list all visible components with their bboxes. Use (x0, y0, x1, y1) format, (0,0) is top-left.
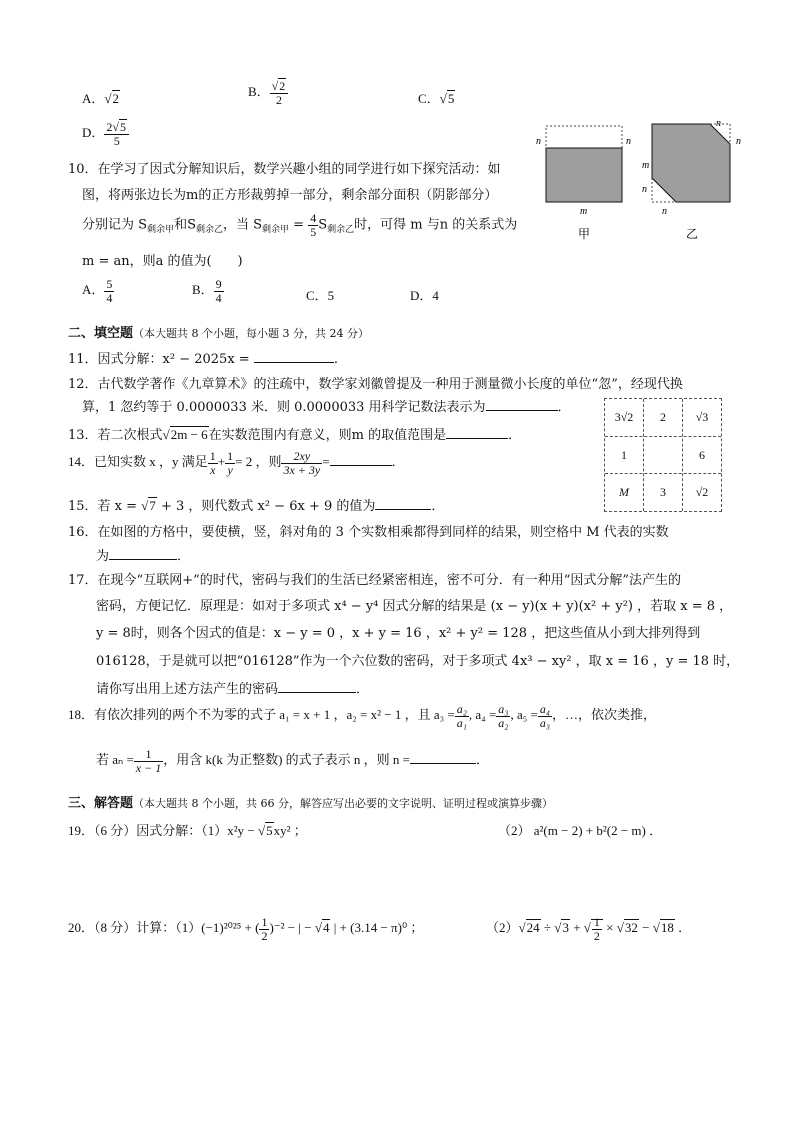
question-text: 18．有依次排列的两个不为零的式子 a₁ = x + 1 ，a₂ = x² − 1 ，且 a₃ = (68, 707, 455, 723)
numerator (270, 80, 289, 94)
question-text: 若 aₙ = (96, 752, 134, 768)
fraction (592, 916, 602, 942)
numerator: 2xy (281, 450, 322, 464)
sqrt: √5 (257, 823, 273, 838)
text: ． (356, 682, 370, 697)
question-text: 在实数范围内有意义，则m 的取值范围是 (208, 428, 447, 443)
answer-blank (254, 350, 334, 363)
fraction (455, 703, 469, 729)
label-n: n (642, 184, 647, 195)
operator: = (322, 454, 330, 470)
coefficient: 2 (106, 120, 113, 134)
question-text: 15．若 x = (68, 499, 142, 514)
sqrt: √2 (271, 79, 286, 93)
text: ． (177, 549, 191, 564)
section-note: （本大题共 8 个小题，共 66 分，解答应写出必要的文字说明、证明过程或演算步骤） (133, 797, 553, 810)
q11 (68, 348, 338, 367)
fraction (208, 450, 218, 476)
denominator: a₃ (539, 715, 551, 730)
answer-blank (330, 453, 392, 466)
option-label: C． (418, 91, 440, 106)
text: ． (508, 428, 522, 443)
square-cut-figure (532, 116, 748, 246)
operator: − (638, 920, 653, 936)
text: S (318, 217, 328, 233)
radicand: 4 (322, 920, 330, 936)
grid-cell-m: M (619, 485, 629, 499)
denominator: 4 (106, 290, 113, 305)
question-text: 20．（8 分）计算：（1）(−1)²⁰²⁵ + ( (68, 920, 260, 936)
q10-line2: 图，将两张边长为m的正方形裁剪掉一部分，剩余部分面积（阴影部分） (82, 188, 498, 203)
q10-option-b: B． $\frac{9}{4}$ (192, 277, 222, 305)
numerator: a₃ (498, 702, 509, 716)
q16-line2 (96, 545, 190, 564)
radicand: 2 (112, 91, 120, 106)
text: , a₅ = (510, 707, 538, 723)
denominator: y (227, 462, 233, 477)
label-n: n (662, 206, 667, 217)
option-label: A． (82, 91, 105, 106)
fraction (270, 80, 289, 106)
question-text: 为 (96, 549, 110, 564)
sqrt: √5 (439, 91, 455, 106)
q10-line1: 10．在学习了因式分解知识后，数学兴趣小组的同学进行如下探究活动：如 (68, 162, 501, 177)
q9-option-a (82, 88, 120, 107)
label-jia: 甲 (578, 227, 591, 241)
grid-cell: 3√2 (614, 410, 634, 424)
sqrt: √7 (141, 498, 156, 513)
sqrt: √ $\frac{1}{2}$ (584, 916, 603, 942)
sqrt: √32 (616, 920, 638, 936)
label-n: n (736, 136, 741, 147)
radicand: 2m − 6 (170, 427, 208, 442)
q20-part2 (486, 916, 691, 942)
answer-blank (446, 426, 508, 439)
denominator: x (210, 462, 216, 477)
q17-line5 (96, 678, 369, 697)
question-text: + 3 ，则代数式 x² − 6x + 9 的值为 (156, 499, 376, 514)
numerator: 1 (209, 449, 216, 463)
q13 (68, 424, 521, 443)
denominator: 3x + 3y (283, 462, 321, 477)
sqrt: √5 (112, 120, 126, 134)
text: ． (475, 752, 489, 768)
question-text: 请你写出用上述方法产生的密码 (96, 682, 279, 697)
numerator: 4 (310, 211, 317, 225)
text: ． (674, 920, 692, 936)
denominator: a₂ (498, 715, 509, 730)
denominator: 5 (113, 133, 120, 148)
grid-cell: √3 (695, 410, 709, 424)
question-text: ，…，依次类推， (552, 707, 657, 723)
grid-cell: 6 (699, 448, 705, 462)
denominator: x − 1 (135, 760, 162, 775)
operator: ÷ (540, 920, 555, 936)
sqrt: √2 (104, 91, 120, 106)
question-text: xy² ； (273, 823, 307, 838)
fraction (104, 278, 114, 304)
question-text: | + (3.14 − π)⁰ ； (330, 920, 424, 936)
option-label: D． (82, 125, 105, 141)
fraction (496, 703, 510, 729)
question-text: 13．若二次根式 (68, 428, 163, 443)
operator: × (602, 920, 617, 936)
numerator: 1 (593, 915, 600, 929)
q14 (68, 450, 405, 476)
q9-option-d (82, 121, 129, 147)
text: ． (391, 454, 405, 470)
radicand: 18 (660, 920, 674, 936)
subscript: 剩余乙 (327, 225, 355, 236)
fraction (134, 748, 163, 774)
text: ，当 S (222, 217, 263, 233)
numerator: a₂ (456, 702, 467, 716)
numerator: 1 (227, 449, 234, 463)
q19-part2: （2） a²(m − 2) + b²(2 − m) ． (498, 823, 663, 838)
q12-line2 (82, 396, 571, 415)
fraction (259, 916, 269, 942)
denominator: a₁ (456, 715, 467, 730)
denominator: 4 (215, 290, 222, 305)
label-n: n (536, 136, 541, 147)
q10-option-c: C．5 (306, 288, 335, 303)
question-text: )⁻² − | − (269, 920, 315, 936)
section-title: 三、解答题 (68, 796, 134, 811)
grid-cell: 1 (621, 448, 627, 462)
text: ． (431, 499, 445, 514)
q17-line2: 密码，方便记忆．原理是：如对于多项式 x⁴ − y⁴ 因式分解的结果是 (x − y)(x + y)(x² + y²) ，若取 x = 8 ， (96, 599, 733, 614)
answer-blank (486, 398, 558, 411)
question-text: 19．（6 分）因式分解：（1）x²y − (68, 823, 258, 838)
q10-line3: 分别记为 $S_{剩余甲}$和$S_{剩余乙}$，当 $S_{剩余甲}$ = $\frac{4}{5}$ $S_{剩余乙}$时，可得 m 与n 的关系式为 (82, 211, 518, 239)
numerator: a₄ (539, 702, 551, 716)
text: , a₄ = (468, 707, 497, 723)
answer-blank (375, 497, 431, 510)
subscript: 剩余甲 (147, 225, 175, 236)
fraction (225, 450, 235, 476)
q18-line1 (68, 703, 656, 729)
remaining-area-jia (546, 148, 622, 202)
numerator (104, 121, 129, 135)
subscript: 剩余甲 (262, 225, 290, 236)
label-n: n (626, 136, 631, 147)
radicand: 5 (266, 823, 273, 838)
radicand: 3 (562, 920, 569, 936)
label-m: m (580, 206, 588, 217)
magic-square-grid (604, 398, 722, 512)
label-n: n (716, 118, 721, 129)
sqrt: √4 (314, 920, 330, 936)
grid-cell: √2 (695, 485, 709, 499)
radicand: 32 (624, 920, 638, 936)
operator: + (569, 920, 584, 936)
section-3-header (68, 792, 553, 811)
sqrt: √2m − 6 (162, 427, 208, 442)
q17-line1: 17．在现今“互联网+”的时代，密码与我们的生活已经紧密相连，密不可分．有一种用“因式分解”法产生的 (68, 573, 682, 588)
radicand: 5 (119, 120, 126, 134)
denominator: 5 (310, 224, 317, 239)
q16-line1: 16．在如图的方格中，要使横，竖，斜对角的 3 个实数相乘都得到同样的结果，则空格中 M 代表的实数 (68, 525, 669, 540)
radicand: 5 (447, 91, 455, 106)
answer-blank (278, 680, 356, 693)
fraction (281, 450, 322, 476)
question-text: = 2 ，则 (235, 454, 282, 470)
section-title: 二、填空题 (68, 326, 134, 341)
grid-cell: 3 (660, 485, 666, 499)
question-text: 14．已知实数 x ，y 满足 (68, 454, 208, 470)
q9-option-b (248, 80, 288, 106)
label-yi: 乙 (686, 227, 699, 241)
label-m: m (642, 160, 650, 171)
text: 时，可得 m 与n 的关系式为 (354, 217, 518, 233)
text: 和S (174, 217, 196, 233)
denominator: 2 (261, 928, 268, 943)
sqrt: √3 (554, 920, 569, 936)
numerator: 1 (134, 748, 163, 762)
question-text: 11．因式分解：x² − 2025x = (68, 352, 254, 367)
sqrt: √18 (652, 920, 674, 936)
radicand: 7 (149, 498, 156, 513)
answer-blank (109, 547, 177, 560)
fraction (308, 212, 318, 238)
question-text: （2） (486, 920, 519, 936)
q19 (68, 820, 307, 839)
q17-line4: 016128，于是就可以把“016128”作为一个六位数的密码，对于多项式 4x³ − xy² ，取 x = 16 ，y = 18 时， (96, 654, 740, 669)
question-text: 算，1 忽约等于 0.0000033 米．则 0.0000033 用科学记数法表示为 (82, 400, 486, 415)
cut-strip (546, 126, 622, 148)
q10-option-d: D．4 (410, 288, 439, 303)
text: ． (557, 400, 571, 415)
denominator: 2 (275, 92, 282, 107)
sqrt: √24 (518, 920, 540, 936)
fraction (214, 278, 224, 304)
fraction (538, 703, 552, 729)
q9-option-c (418, 88, 455, 107)
q12-line1: 12．古代数学著作《九章算术》的注疏中，数学家刘徽曾提及一种用于测量微小长度的单位“忽”，经现代换 (68, 377, 683, 392)
remaining-area-yi (652, 124, 730, 202)
option-label: B． (248, 84, 270, 100)
q15 (68, 495, 444, 514)
q10-option-a: A． $\frac{5}{4}$ (82, 277, 113, 305)
subscript: 剩余乙 (195, 225, 223, 236)
numerator: 5 (106, 277, 113, 291)
q18-line2 (96, 748, 489, 774)
grid-cell-empty (644, 437, 682, 474)
numerator: 9 (215, 277, 222, 291)
section-2-header (68, 322, 369, 341)
numerator: 1 (261, 915, 268, 929)
radicand: 2 (279, 79, 286, 93)
q17-line3: y = 8时，则各个因式的值是：x − y = 0 ，x + y = 16 ，x² + y² = 128 ，把这些值从小到大排列得到 (96, 626, 701, 641)
denominator: 2 (593, 928, 600, 943)
question-text: ，用含 k(k 为正整数) 的式子表示 n ，则 n = (163, 752, 410, 768)
text: . (333, 352, 338, 367)
grid-cell: 2 (660, 410, 666, 424)
fraction (104, 121, 129, 147)
radicand: 24 (526, 920, 540, 936)
answer-blank (410, 751, 476, 764)
section-note: （本大题共 8 个小题，每小题 3 分，共 24 分） (133, 327, 369, 340)
text: 分别记为 S (82, 217, 148, 233)
q10-line4: m = an，则a 的值为( ) (82, 254, 243, 269)
operator: + (217, 454, 226, 470)
q20 (68, 916, 423, 942)
